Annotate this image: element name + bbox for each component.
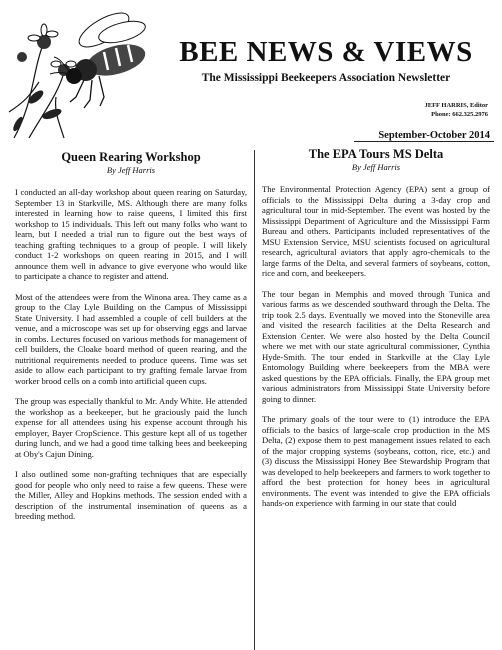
article-paragraph: Most of the attendees were from the Winona area. They came as a group to the Clay Lyle Building on the Campus of Mississippi State University. I had assembled a couple of cell builders at the venue, and a microscope was set up for observing eggs and larvae in combs. Lectures focused on various methods for management of cell builders, the Cloake board method of queen rearing, and the nutritional requirements needed to produce queens. Time was set aside to allow each participant to try grafting female larvae from worker brood cells on a comb into artificial queen cups. [15,291,247,386]
article-paragraph: I conducted an all-day workshop about queen rearing on Saturday, September 13 in Starkville, MS. Although there are many folks interested in learning how to raise queens, I limited this first workshop to 15 individuals. This left out many folks who want to learn, but I needed a trial run to figure out the best ways of teaching grafting techniques to a group of people. I will likely conduct 1-2 workshops on queen rearing in 2015, and I will announce them well in advance to give everyone who would like to participate a chance to register and attend. [15,187,247,281]
newsletter-title: BEE NEWS & VIEWS [179,36,473,68]
editor-info [425,101,489,119]
article-byline: By Jeff Harris [351,162,401,172]
article-title: The EPA Tours MS Delta [308,147,444,161]
article-paragraph: The primary goals of the tour were to (1) introduce the EPA officials to the basics of large-scale crop production in the MS Delta, (2) expose them to pest management issues related to each of the major cropping systems (soybeans, cotton, rice, etc.) and (3) discuss the Mississippi Honey Bee Stewardship Program that was developed to help beekeepers and farmers to work together to afford the best protection for honey bees in agricultural environments. The event was intended to give the EPA officials hands-on experience with farming in our state that could [262,414,490,508]
article-byline: By Jeff Harris [106,165,156,175]
column-divider [254,150,255,650]
header-rule [354,141,494,142]
bee-illustration [4,2,154,140]
article-paragraph: I also outlined some non-grafting techniques that are especially good for people who only need to raise a few queens. These were the Miller, Alley and Hopkins methods. The session ended with a description of the instrumental insemination of queens as a breeding method. [15,469,247,521]
editor-phone: Phone: 662.325.2976 [431,111,488,118]
article-title: Queen Rearing Workshop [61,150,201,164]
article-paragraph: The group was especially thankful to Mr. Andy White. He attended the workshop as a beekeeper, but he graciously paid the lunch expense for all attendees using his expense account through his employer, Bayer CropScience. This gesture kept all of us together during lunch, and we had a good time talking bees and beekeeping at Oby's Cajun Dining. [15,396,247,459]
epa-tour-article [262,147,490,519]
article-paragraph: The Environmental Protection Agency (EPA) sent a group of officials to the Mississippi Delta during a 3-day crop and agricultural tour in mid-September. The event was hosted by the Mississippi Department of Agriculture and the Mississippi Farm Bureau and others. Participants included representatives of the MSU Extension Service, MSU scientists focused on agricultural research, agricultural aviators that apply agro-chemicals to the large farms of the Delta, and several farmers of soybeans, cotton, rice and corn, and beekeepers. [262,184,490,278]
issue-date: September-October 2014 [378,130,490,141]
queen-rearing-article [15,150,247,532]
newsletter-subtitle: The Mississippi Beekeepers Association Newsletter [201,72,451,84]
editor-name: JEFF HARRIS, Editor [424,102,488,109]
article-paragraph: The tour began in Memphis and moved through Tunica and various farms as we descended southward through the Delta. The trip took 2.5 days. Eventually we moved into the Stoneville area and visited the research facilities at the Delta Research and Extension Center. We were also hosted by the Delta Council where we met with our state agricultural commissioner, Cynthia Hyde-Smith. The tour ended in Starkville at the Clay Lyle Entomology Building where beekeepers from the MBA were asked questions by the EPA officials. Finally, the EPA group met various administrators from Mississippi State University before going to dinner. [262,288,490,404]
